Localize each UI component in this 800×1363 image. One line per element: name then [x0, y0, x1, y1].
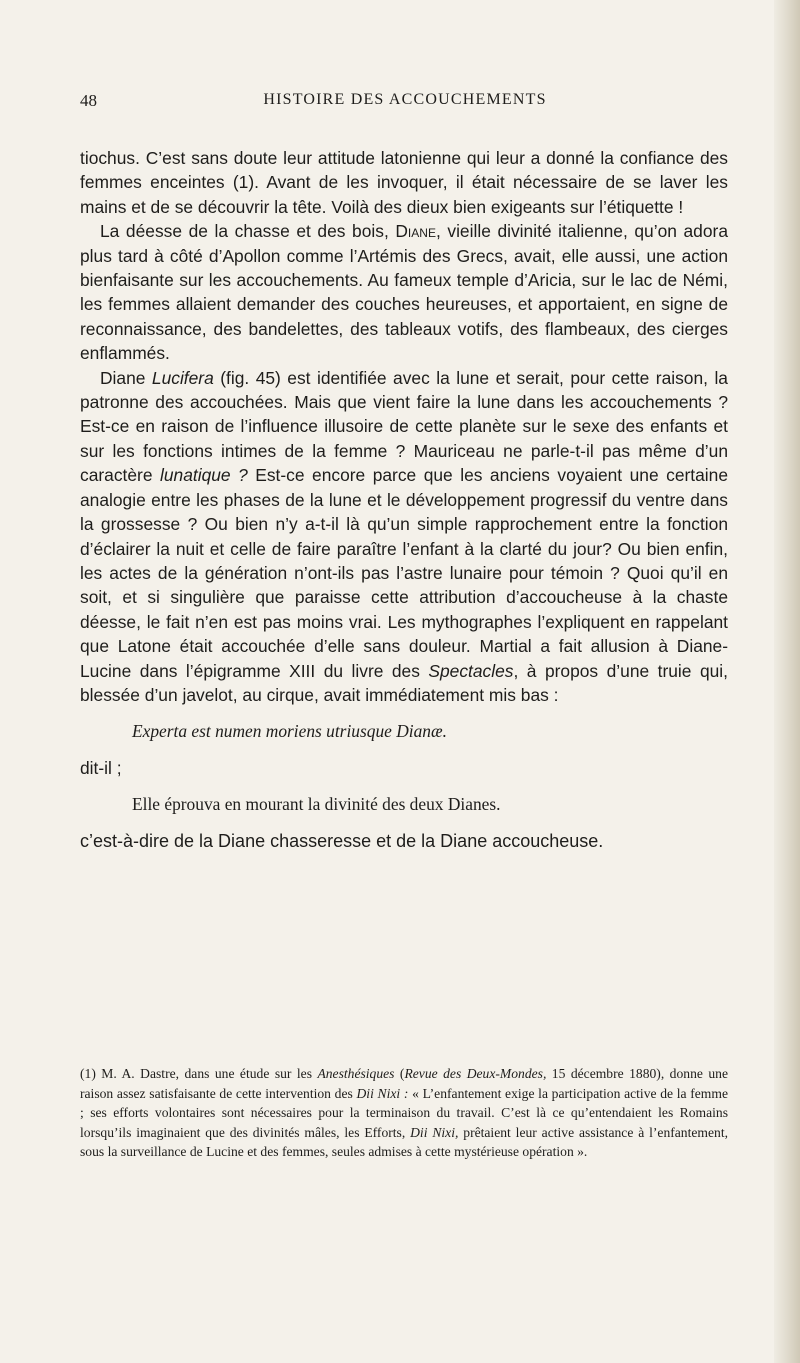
footnote-1 — [80, 1064, 728, 1162]
paragraph-2-text-b: , vieille divinité italienne, qu’on adora plus tard à côté d’Apollon comme l’Artémis des Grecs, avait, elle aussi, une action bienfaisante sur les accouchements. Au fameux temple d’Aricia, sur le lac de Némi, les femmes allaient demander des couches heureuses, et apportaient, en signe de reconnaissance, des bandelettes, des tableaux votifs, des flambeaux, des cierges enflammés. — [80, 221, 728, 364]
closing-line: c’est-à-dire de la Diane chasseresse et de la Diane accoucheuse. — [80, 830, 604, 851]
small-caps-diane: Diane — [395, 221, 436, 242]
paragraph-3-text-a: Diane — [100, 367, 152, 388]
paragraph-2 — [80, 219, 728, 365]
paragraph-3-text-c: Est-ce encore parce que les anciens voyaient une certaine analogie entre les phases de la lune et le développement progressif du ventre dans la grossesse ? Ou bien n’y a-t-il là qu’un simple rapprochement entre la fonction d’éclairer la nuit et celle de faire paraître l’enfant à la clarté du jour? Ou bien enfin, les actes de la génération n’ont-ils pas l’astre lunaire pour témoin ? Quoi qu’il en soit, et si singulière que paraisse cette attribution d’accoucheuse à la chaste déesse, le fait n’en est pas moins vrai. Les mythographes l’expliquent en rappelant que Latone était accouchée d’elle sans douleur. Martial a fait allusion à Diane-Lucine dans l’épigramme XIII du livre des — [80, 465, 729, 681]
footnote-italic-dii-nixi-2: Dii Nixi, — [410, 1124, 459, 1140]
latin-quote: Experta est numen moriens utriusque Dianæ. — [132, 721, 447, 742]
footnote-italic-revue: Revue des Deux-Mondes, — [404, 1066, 547, 1081]
page-edge-shadow — [774, 0, 800, 1363]
paragraph-1: tiochus. C’est sans doute leur attitude latonienne qui leur a donné la confiance des femmes enceintes (1). Avant de les invoquer, il était nécessaire de se laver les mains et de se découvrir la tête. Voilà des dieux bien exigeants sur l’étiquette ! — [80, 148, 728, 217]
footnote-text-a: (1) M. A. Dastre, dans une étude sur les — [80, 1066, 318, 1081]
main-text — [80, 146, 728, 853]
italic-spectacles: Spectacles — [428, 660, 514, 681]
dit-il-line: dit-il ; — [80, 757, 122, 778]
page-number: 48 — [80, 91, 97, 110]
running-header — [80, 91, 720, 119]
footnote-text-b: ( — [394, 1066, 405, 1081]
paragraph-2-text-a: La déesse de la chasse et des bois, — [100, 221, 396, 242]
running-title: HISTOIRE DES ACCOUCHEMENTS — [263, 91, 547, 108]
paragraph-3 — [80, 366, 728, 708]
footnote-text-d: « L’enfantement exige la participation active de la femme ; ses efforts volontaires sont nécessaires pour la terminaison du travail. C’est là ce qu’entendaient les Romains lorsqu’ils imaginaient que des divinités mâles, les Efforts, — [80, 1085, 728, 1140]
footnote-text-e: prêtaient leur active assistance à l’enfantement, sous la surveillance de Lucine et des femmes, seules admises à cette mystérieuse opération ». — [80, 1124, 728, 1160]
footnote-italic-dii-nixi-1: Dii Nixi : — [356, 1085, 409, 1101]
italic-lucifera: Lucifera — [151, 367, 214, 388]
footnote-text-c: 15 décembre 1880), donne une raison assez satisfaisante de cette intervention des — [80, 1066, 728, 1101]
french-translation: Elle éprouva en mourant la divinité des deux Dianes. — [132, 794, 501, 815]
paragraph-3-text-d: , à propos d’une truie qui, blessée d’un javelot, au cirque, avait immédiatement mis bas : — [80, 660, 728, 705]
footnote-italic-anesthesiques: Anesthésiques — [317, 1066, 395, 1081]
italic-lunatique: lunatique ? — [160, 465, 248, 486]
paragraph-3-text-b: (fig. 45) est identifiée avec la lune et serait, pour cette raison, la patronne des accouchées. Mais que vient faire la lune dans les accouchements ? Est-ce en raison de l’influence illusoire de cette planète sur le sexe des enfants et sur les fonctions intimes de la femme ? Mauriceau ne parle-t-il pas même d’un caractère — [80, 367, 728, 486]
footnote — [80, 1064, 728, 1162]
